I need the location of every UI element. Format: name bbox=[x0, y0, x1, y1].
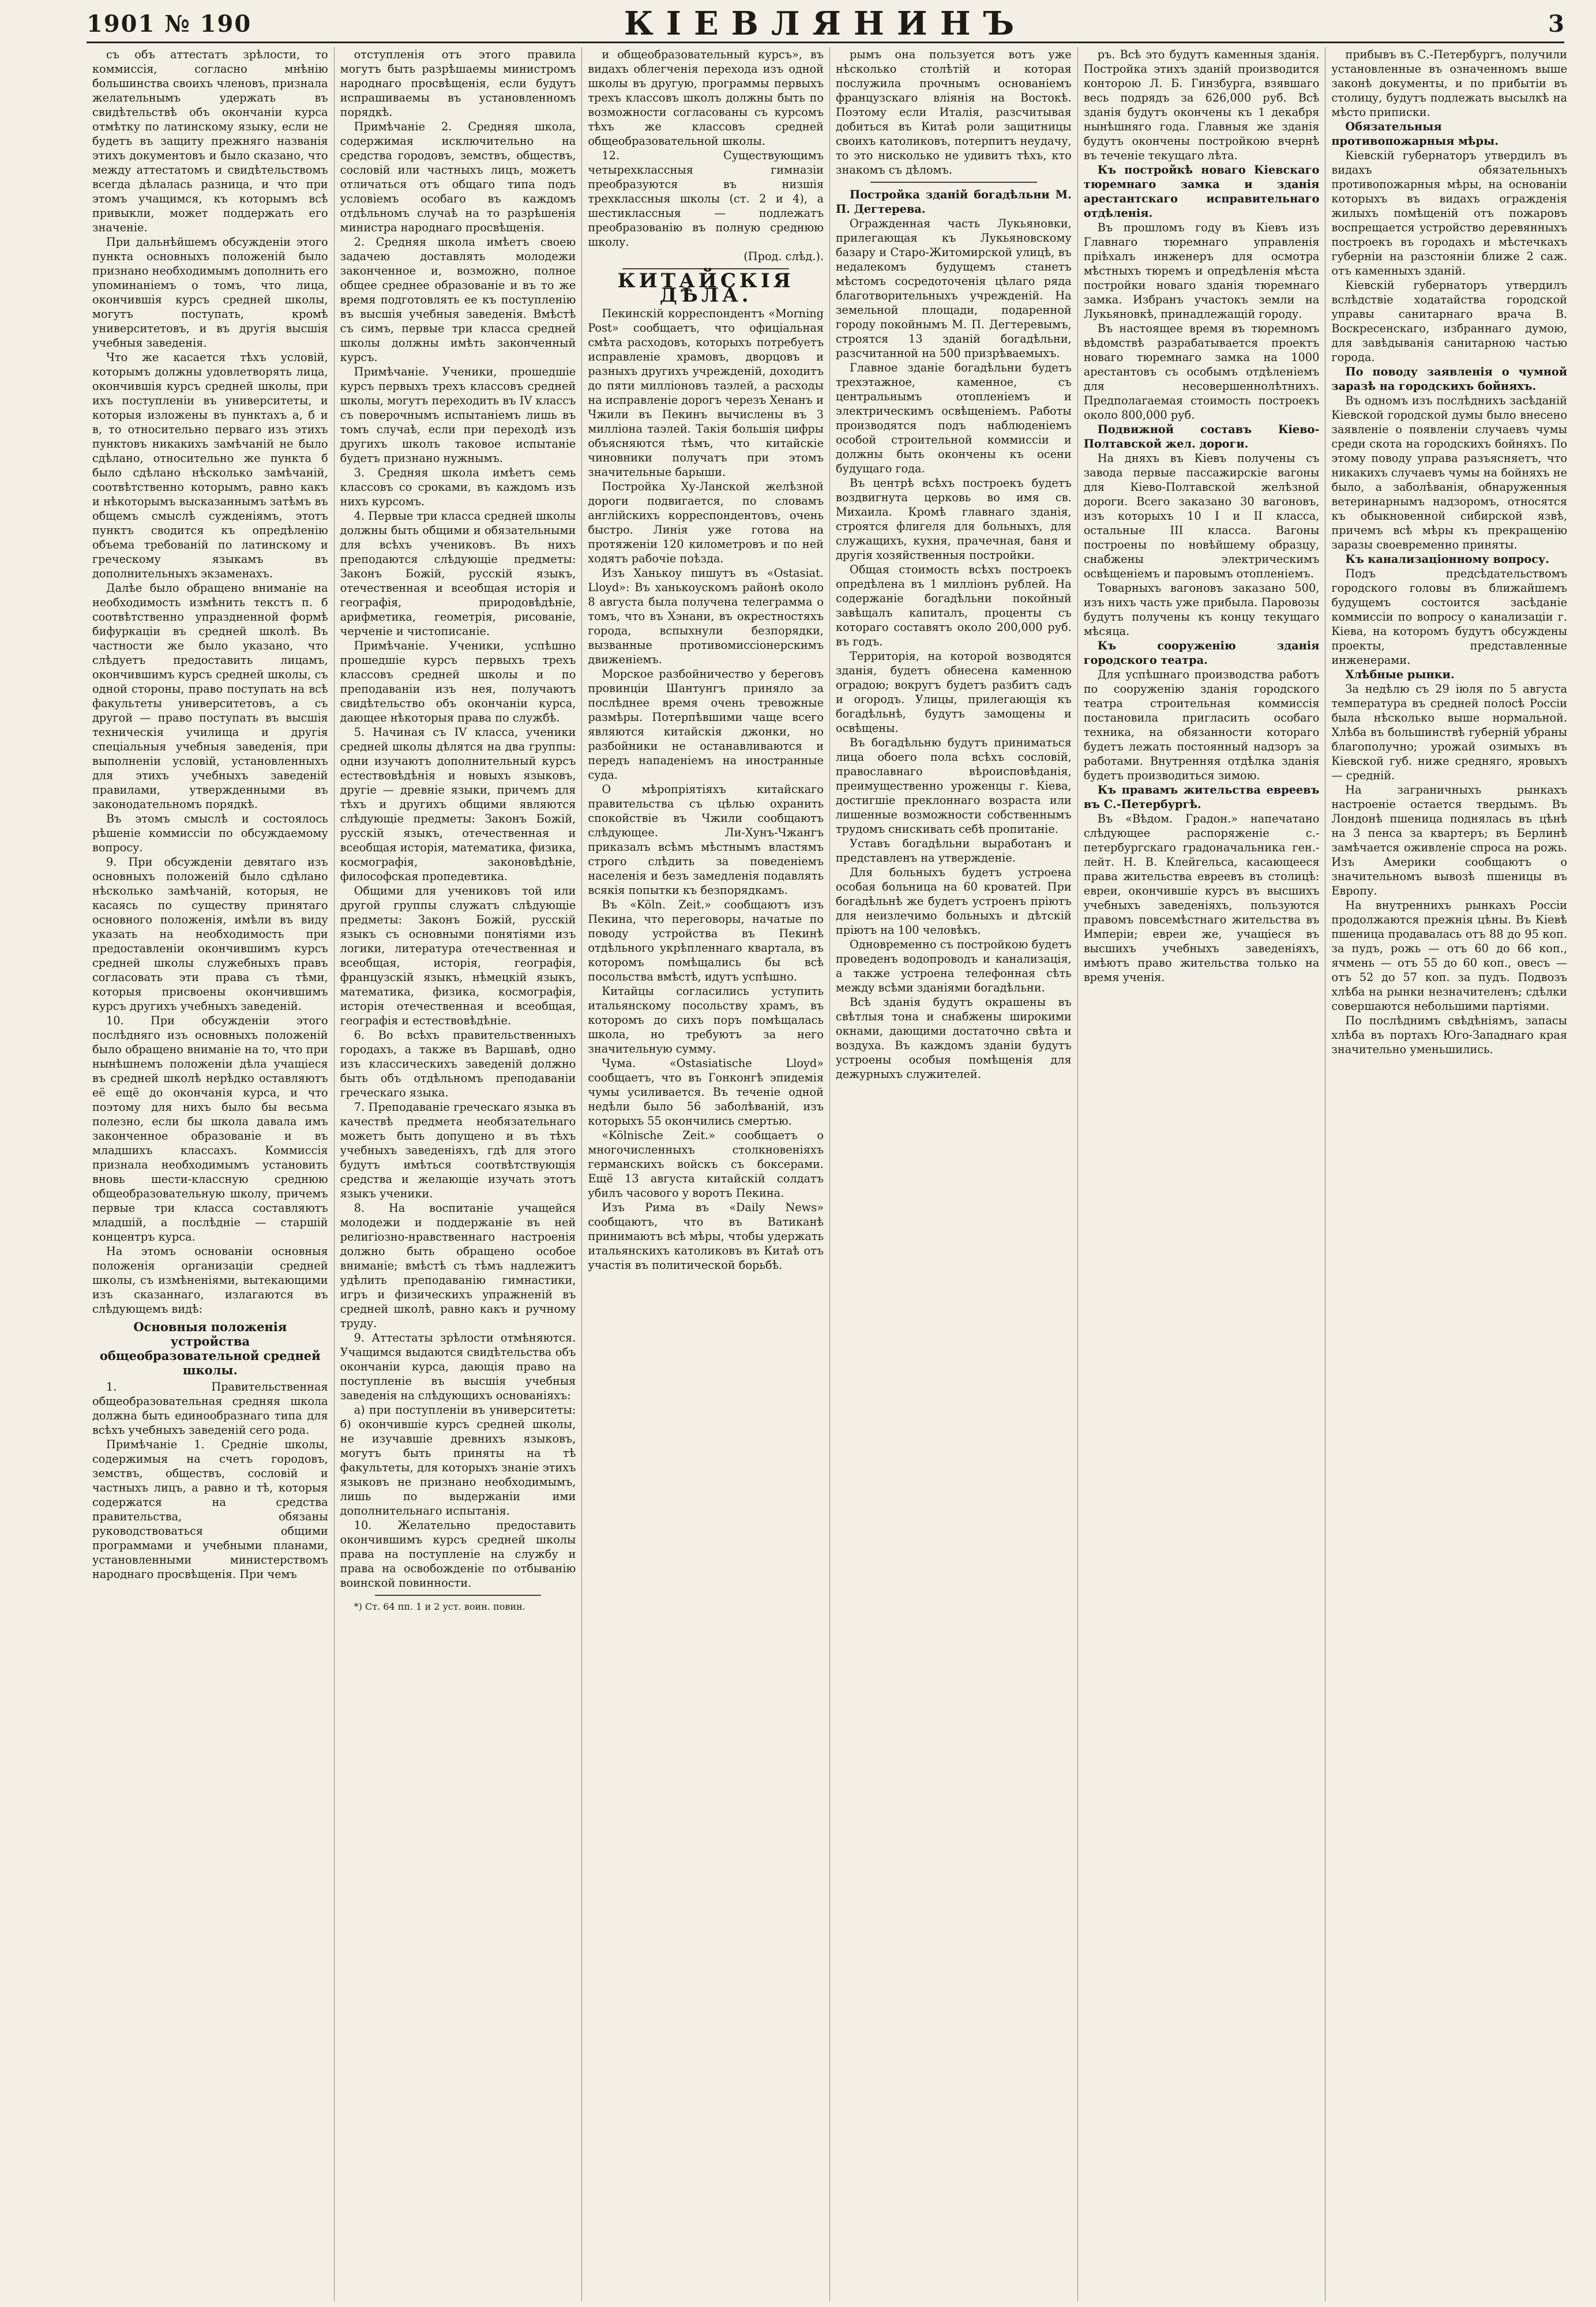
text-columns bbox=[87, 47, 1573, 2301]
paragraph: 9. При обсужденіи девятаго изъ основныхъ положеній было сдѣлано нѣсколько замѣчаній, которыя, не касаясь по существу принятаго основного положенія, имѣли въ виду указать на необходимость при предоставленіи окончившимъ курсъ средней школы служебныхъ правъ согласовать эти права съ тѣми, которыя присвоены окончившимъ курсъ другихъ учебныхъ заведеній. bbox=[92, 855, 328, 1013]
paragraph: Примѣчаніе 2. Средняя школа, содержимая исключительно на средства городовъ, земствъ, обществъ, сословій или частныхъ лицъ, можетъ отличаться отъ общаго типа подъ условіемъ особаго въ каждомъ отдѣльномъ случаѣ на то разрѣшенія министра народнаго просвѣщенія. bbox=[340, 120, 576, 234]
article-heading: Къ правамъ жительства евреевъ въ С.-Петербургѣ. bbox=[1083, 783, 1320, 811]
paragraph: 7. Преподаваніе греческаго языка въ качествѣ предмета необязательнаго можетъ быть допущено и въ тѣхъ учебныхъ заведеніяхъ, гдѣ для этого будутъ имѣться соотвѣтствующія средства и желающіе изучать этотъ языкъ ученики. bbox=[340, 1100, 576, 1200]
paragraph: Пекинскій корреспондентъ «Morning Post» сообщаетъ, что офиціальная смѣта расходовъ, которыхъ потребуетъ исправленіе храмовъ, дворцовъ и разныхъ другихъ учрежденій, доходитъ до пяти милліоновъ таэлей, а расходы на исправленіе дорогъ черезъ Хенанъ и Чжили въ Пекинъ вычислены въ 3 милліона таэлей. Такія большія цифры объясняются тѣмъ, что китайскіе чиновники получатъ при этомъ значительные барыши. bbox=[588, 307, 824, 479]
paragraph: Въ прошломъ году въ Кіевъ изъ Главнаго тюремнаго управленія пріѣхалъ инженеръ для осмотра мѣстныхъ тюремъ и опредѣленія мѣста постройки новаго зданія тюремнаго замка. Избранъ участокъ земли на Лукьяновкѣ, принадлежащій городу. bbox=[1083, 221, 1320, 321]
paragraph: 8. На воспитаніе учащейся молодежи и поддержаніе въ ней религіозно-нравственнаго настроенія должно быть обращено особое вниманіе; вмѣстѣ съ тѣмъ надлежитъ удѣлить преподаванію гимнастики, игръ и физическихъ упражненій въ средней школѣ, равно какъ и ручному труду. bbox=[340, 1201, 576, 1330]
paragraph: рымъ она пользуется вотъ уже нѣсколько столѣтій и которая послужила прочнымъ основаніемъ французскаго вліянія на Востокѣ. Поэтому если Италія, разсчитывая добиться въ Китаѣ роли защитницы своихъ католиковъ, потерпитъ неудачу, то это нисколько не удивитъ тѣхъ, кто знакомъ съ дѣломъ. bbox=[836, 48, 1072, 176]
paragraph: 12. Существующимъ четырехклассныя гимназіи преобразуются въ низшія трехклассныя школы (ст. 2 и 4), а шестиклассныя — подлежатъ преобразованію въ полную среднюю школу. bbox=[588, 149, 824, 249]
paragraph: Товарныхъ вагоновъ заказано 500, изъ нихъ часть уже прибыла. Паровозы будутъ получены къ концу текущаго мѣсяца. bbox=[1083, 581, 1320, 638]
paragraph: Примѣчаніе. Ученики, прошедшіе курсъ первыхъ трехъ классовъ средней школы, могутъ переходить въ IV классъ съ поверочнымъ испытаніемъ лишь въ томъ случаѣ, если при переходѣ изъ другихъ школъ таковое испытаніе будетъ признано нужнымъ. bbox=[340, 365, 576, 465]
paragraph: Постройка Ху-Ланской желѣзной дороги подвигается, по словамъ англійскихъ корреспондентовъ, очень быстро. Линія уже готова на протяженіи 120 километровъ и по ней ходятъ рабочіе поѣзда. bbox=[588, 480, 824, 565]
section-heading: Основныя положенія устройства общеобразовательной средней школы. bbox=[99, 1320, 321, 1377]
paragraph: Въ богадѣльню будутъ приниматься лица обоего пола всѣхъ сословій, православнаго вѣроисповѣданія, преимущественно уроженцы г. Кіева, достигшіе преклоннаго возраста или лишенные возможности собственнымъ трудомъ снискивать себѣ пропитаніе. bbox=[836, 736, 1072, 836]
divider bbox=[375, 1595, 542, 1596]
paragraph: Примѣчаніе. Ученики, успѣшно прошедшіе курсъ первыхъ трехъ классовъ средней школы и по преподаваніи изъ нея, получаютъ свидѣтельство объ окончаніи курса, дающее нѣкоторыя права по службѣ. bbox=[340, 639, 576, 724]
article-heading: Постройка зданій богадѣльни М. П. Дегтерева. bbox=[836, 188, 1072, 216]
paragraph: Примѣчаніе 1. Средніе школы, содержимыя на счетъ городовъ, земствъ, обществъ, сословій и частныхъ лицъ, а равно и тѣ, которыя содержатся на средства правительства, обязаны руководствоваться общими программами и учебными планами, установленными министерствомъ народнаго просвѣщенія. При чемъ bbox=[92, 1438, 328, 1581]
paragraph: Для больныхъ будетъ устроена особая больница на 60 кроватей. При богадѣльнѣ же будетъ устроенъ пріютъ для неизлечимо больныхъ и дѣтскій пріютъ на 100 человѣкъ. bbox=[836, 866, 1072, 937]
paragraph: «Kölnische Zeit.» сообщаетъ о многочисленныхъ столкновеніяхъ германскихъ войскъ съ боксерами. Ещё 13 августа китайскій солдатъ убилъ часового у воротъ Пекина. bbox=[588, 1129, 824, 1200]
paragraph: 4. Первые три класса средней школы должны быть общими и обязательными для всѣхъ учениковъ. Въ нихъ преподаются слѣдующіе предметы: Законъ Божій, русскій языкъ, отечественная и всеобщая исторія и географія, природовѣдѣніе, арифметика, геометрія, рисованіе, черченіе и чистописаніе. bbox=[340, 509, 576, 638]
paragraph: съ объ аттестатъ зрѣлости, то коммиссія, согласно мнѣнію большинства своихъ членовъ, признала желательнымъ удержать въ свидѣтельствѣ объ окончаніи курса отмѣтку по латинскому языку, если не будетъ въ защиту прежняго названія этихъ документовъ и было сказано, что между аттестатомъ и свидѣтельствомъ всегда дѣлалась разница, и что при этомъ учащимся, къ которымъ всѣ привыкли, может поддержать его значеніе. bbox=[92, 48, 328, 234]
issue-date-number: 1901 № 190 bbox=[87, 10, 252, 37]
paragraph: За недѣлю съ 29 іюля по 5 августа температура въ средней полосѣ Россіи была нѣсколько выше нормальной. Хлѣба въ большинствѣ губерній убраны благополучно; урожай озимыхъ въ Кіевской губ. ниже средняго, яровыхъ — средній. bbox=[1331, 682, 1568, 782]
paragraph: На дняхъ въ Кіевъ получены съ завода первые пассажирскіе вагоны для Кіево-Полтавской желѣзной дороги. Всего заказано 30 вагоновъ, изъ которыхъ 10 I и II класса, остальные III класса. Вагоны построены по новѣйшему образцу, снабжены электрическимъ освѣщеніемъ и паровымъ отопленіемъ. bbox=[1083, 452, 1320, 580]
paragraph: При дальнѣйшемъ обсужденіи этого пункта основныхъ положеній было признано необходимымъ дополнить его упоминаніемъ о томъ, что лица, окончившія курсъ средней школы, могутъ поступать, кромѣ университетовъ, и въ другія высшія учебныя заведенія. bbox=[92, 235, 328, 350]
paragraph: ръ. Всѣ это будутъ каменныя зданія. Постройка этихъ зданій производится конторою Л. Б. Гинзбурга, взявшаго весь подрядъ за 626,000 руб. Всѣ зданія будутъ окончены къ 1 декабря нынѣшняго года. Главныя же зданія будутъ окончены постройкою вчернѣ въ теченіе текущаго лѣта. bbox=[1083, 48, 1320, 162]
divider bbox=[870, 182, 1037, 183]
paragraph: и общеобразовательный курсъ», въ видахъ облегченія перехода изъ одной школы въ другую, программы первыхъ трехъ классовъ школъ должны быть по возможности согласованы съ курсомъ тѣхъ же классовъ средней общеобразовательной школы. bbox=[588, 48, 824, 148]
column-3 bbox=[582, 47, 830, 2301]
column-5 bbox=[1078, 47, 1326, 2301]
paragraph: Чума. «Ostasiatische Lloyd» сообщаетъ, что въ Гонконгѣ эпидемія чумы усиливается. Въ теченіе одной недѣли было 56 заболѣваній, изъ которыхъ 55 окончились смертью. bbox=[588, 1057, 824, 1128]
paragraph: Изъ Рима въ «Daily News» сообщаютъ, что въ Ватиканѣ принимаютъ всѣ мѣры, чтобы удержать итальянскихъ католиковъ въ Китаѣ отъ участія въ политической борьбѣ. bbox=[588, 1201, 824, 1272]
article-heading: Обязательныя противопожарныя мѣры. bbox=[1331, 120, 1499, 148]
article-heading: Къ сооруженію зданія городского театра. bbox=[1083, 639, 1320, 667]
paragraph: 3. Средняя школа имѣетъ семь классовъ со сроками, въ каждомъ изъ нихъ курсомъ. bbox=[340, 466, 576, 508]
paragraph: Для успѣшнаго производства работъ по сооруженію зданія городского театра строительная коммиссія постановила пригласить особаго техника, на обязанности котораго будетъ лежать постоянный надзоръ за работами. Внутренняя отдѣлка зданія будетъ производиться зимою. bbox=[1083, 668, 1320, 782]
paragraph: Китайцы согласились уступить итальянскому посольству храмъ, въ которомъ до сихъ поръ помѣщалась школа, но требуютъ за него значительную сумму. bbox=[588, 985, 824, 1055]
continued-note: (Прод. слѣд.). bbox=[743, 250, 824, 263]
footnote: *) Ст. 64 пп. 1 и 2 уст. воин. повин. bbox=[354, 1601, 525, 1612]
paragraph: Кіевскій губернаторъ утвердилъ въ видахъ обязательныхъ противопожарныя мѣры, на основаніи которыхъ въ видахъ огражденія жилыхъ помѣщеній отъ пожаровъ воспрещается устройство деревянныхъ построекъ въ городахъ и мѣстечкахъ губерніи на разстояніи ближе 2 саж. отъ каменныхъ зданій. bbox=[1331, 149, 1568, 277]
newspaper-title: КІЕВЛЯНИНЪ bbox=[624, 5, 1027, 43]
paragraph: Всѣ зданія будутъ окрашены въ свѣтлыя тона и снабжены широкими окнами, дающими достаточно свѣта и воздуха. Въ каждомъ зданіи будутъ устроены особыя помѣщенія для дежурныхъ служителей. bbox=[836, 995, 1072, 1081]
column-6 bbox=[1325, 47, 1573, 2301]
paragraph: По послѣднимъ свѣдѣніямъ, запасы хлѣба въ портахъ Юго-Западнаго края значительно уменьшились. bbox=[1331, 1014, 1568, 1056]
paragraph: Въ этомъ смыслѣ и состоялось рѣшеніе коммиссіи по обсуждаемому вопросу. bbox=[92, 812, 328, 854]
masthead bbox=[87, 6, 1564, 43]
column-1 bbox=[87, 47, 335, 2301]
paragraph: Въ одномъ изъ послѣднихъ засѣданій Кіевской городской думы было внесено заявленіе о появленіи случаевъ чумы среди скота на городскихъ бойняхъ. По этому поводу управа разъясняетъ, что никакихъ случаевъ чумы на бойняхъ не было, а заболѣванія, обнаруженныя ветеринарнымъ надзоромъ, относятся къ обыкновенной сибирской язвѣ, причемъ всѣ мѣры къ прекращенію заразы своевременно приняты. bbox=[1331, 394, 1568, 551]
paragraph: Подъ предсѣдательствомъ городского головы въ ближайшемъ будущемъ состоится засѣданіе коммиссіи по вопросу о канализаціи г. Кіева, на которомъ будутъ обсуждены проекты, представленные инженерами. bbox=[1331, 567, 1568, 667]
paragraph: Общая стоимость всѣхъ построекъ опредѣлена въ 1 милліонъ рублей. На содержаніе богадѣльни покойный завѣщалъ капиталъ, проценты съ котораго составятъ около 200,000 руб. въ годъ. bbox=[836, 563, 1072, 648]
paragraph: Огражденная часть Лукьяновки, прилегающая къ Лукьяновскому базару и Старо-Житомирской улицѣ, въ недалекомъ будущемъ станетъ мѣстомъ сосредоточенія цѣлаго ряда благотворительныхъ учрежденій. На земельной площади, подаренной городу покойнымъ М. П. Дегтеревымъ, строятся 13 зданій богадѣльни, разсчитанной на 500 призрѣваемыхъ. bbox=[836, 217, 1072, 360]
column-4 bbox=[830, 47, 1078, 2301]
paragraph: Въ центрѣ всѣхъ построекъ будетъ воздвигнута церковь во имя св. Михаила. Кромѣ главнаго зданія, строятся флигеля для больныхъ, для служащихъ, кухня, прачечная, баня и другія хозяйственныя постройки. bbox=[836, 476, 1072, 562]
paragraph: Далѣе было обращено вниманіе на необходимость измѣнить текстъ п. б соотвѣтственно упраздненной формѣ бифуркаціи въ средней школѣ. Въ частности же было указано, что слѣдуетъ предоставить лицамъ, окончившимъ курсъ средней школы, съ одной стороны, право поступать на всѣ факультеты университетовъ, а съ другой — право поступать въ высшія техническія училища и другія спеціальныя учебныя заведенія, при выполненіи условій, установленныхъ для этихъ учебныхъ заведеній правилами, утвержденными въ законодательномъ порядкѣ. bbox=[92, 581, 328, 811]
paragraph: 5. Начиная съ IV класса, ученики средней школы дѣлятся на два группы: одни изучаютъ дополнительный курсъ естествовѣдѣнія и новыхъ языковъ, другіе — древніе языки, причемъ для тѣхъ и другихъ общими являются слѣдующіе предметы: Законъ Божій, русскій языкъ, отечественная и всеобщая исторія, математика, физика, космографія, законовѣдѣніе, философская пропедевтика. bbox=[340, 726, 576, 883]
section-title-china: КИТАЙСКІЯ ДѢЛА. bbox=[617, 269, 794, 307]
paragraph: Главное зданіе богадѣльни будетъ трехэтажное, каменное, съ центральнымъ отопленіемъ и электрическимъ освѣщеніемъ. Работы производятся подъ наблюденіемъ особой строительной коммиссіи и должны быть окончены къ осени будущаго года. bbox=[836, 361, 1072, 475]
paragraph: 6. Во всѣхъ правительственныхъ городахъ, а также въ Варшавѣ, одно изъ классическихъ заведеній должно быть объ отдѣльномъ преподаваніи греческаго языка. bbox=[340, 1028, 576, 1099]
paragraph: отступленія отъ этого правила могутъ быть разрѣшаемы министромъ народнаго просвѣщенія, если будутъ испрашиваемы въ установленномъ порядкѣ. bbox=[340, 48, 576, 119]
paragraph: Территорія, на которой возводятся зданія, будетъ обнесена каменною оградою; вокругъ будетъ разбитъ садъ и огородъ. Улицы, прилегающія къ богадѣльнѣ, будутъ замощены и освѣщены. bbox=[836, 649, 1072, 735]
paragraph: Общими для учениковъ той или другой группы служатъ слѣдующіе предметы: Законъ Божій, русскій языкъ съ основными понятіями изъ логики, литература отечественная и всеобщая, исторія, географія, французскій языкъ, нѣмецкій языкъ, математика, физика, космографія, исторія отечественная и всеобщая, географія и естествовѣдѣніе. bbox=[340, 884, 576, 1027]
paragraph: Изъ Ханькоу пишутъ въ «Ostasiat. Lloyd»: Въ ханькоускомъ районѣ около 8 августа была получена телеграмма о томъ, что въ Хэнани, въ окрестностяхъ города, вспыхнули безпорядки, вызванные противомиссіонерскимъ движеніемъ. bbox=[588, 566, 824, 666]
paragraph: Морское разбойничество у береговъ провинціи Шантунгъ приняло за послѣднее время очень тревожные размѣры. Потерпѣвшими чаще всего являются китайскія джонки, но разбойники не останавливаются и передъ нападеніемъ на иностранные суда. bbox=[588, 667, 824, 781]
article-heading: Хлѣбные рынки. bbox=[1345, 668, 1455, 681]
paragraph: 10. Желательно предоставить окончившимъ курсъ средней школы права на поступленіе на службу и права на освобожденіе по отбыванію воинской повинности. bbox=[340, 1519, 576, 1590]
paragraph: 1. Правительственная общеобразовательная средняя школа должна быть единообразнаго типа для всѣхъ учебныхъ заведеній сего рода. bbox=[92, 1380, 328, 1437]
paragraph: Уставъ богадѣльни выработанъ и представленъ на утвержденіе. bbox=[836, 837, 1072, 865]
page-number: 3 bbox=[1548, 10, 1564, 37]
article-heading: Къ постройкѣ новаго Кіевскаго тюремнаго замка и зданія арестантскаго исправительнаго отдѣленія. bbox=[1083, 163, 1320, 220]
paragraph: На этомъ основаніи основныя положенія организаціи средней школы, съ измѣненіями, вытекающими изъ сказаннаго, излагаются въ слѣдующемъ видѣ: bbox=[92, 1245, 328, 1316]
article-heading: Подвижной составъ Кіево-Полтавской жел. дороги. bbox=[1083, 423, 1320, 450]
paragraph: На заграничныхъ рынкахъ настроеніе остается твердымъ. Въ Лондонѣ пшеница поднялась въ цѣнѣ на 3 пенса за квартеръ; въ Берлинѣ замѣчается оживленіе спроса на рожь. Изъ Америки сообщаютъ о значительномъ вывозѣ пшеницы въ Европу. bbox=[1331, 783, 1568, 897]
paragraph: а) при поступленіи въ университеты: б) окончившіе курсъ средней школы, не изучавшіе древнихъ языковъ, могутъ быть приняты на тѣ факультеты, для которыхъ знаніе этихъ языковъ не признано необходимымъ, лишь по выдержаніи ими дополнительнаго испытанія. bbox=[340, 1403, 576, 1517]
paragraph: 10. При обсужденіи этого послѣдняго изъ основныхъ положеній было обращено вниманіе на то, что при нынѣшнемъ положеніи дѣла учащіеся въ средней школѣ нерѣдко оставляютъ её ещё до окончанія курса, и что поэтому для нихъ было бы весьма полезно, если бы школа давала имъ законченное образованіе и въ младшихъ классахъ. Коммиссія признала необходимымъ установить вновь шести-классную среднюю общеобразовательную школу, причемъ первые три класса составляютъ младшій, а послѣдніе — старшій концентръ курса. bbox=[92, 1014, 328, 1243]
paragraph: Въ настоящее время въ тюремномъ вѣдомствѣ разрабатывается проектъ новаго тюремнаго замка на 1000 арестантовъ съ особымъ отдѣленіемъ для несовершеннолѣтнихъ. Предполагаемая стоимость построекъ около 800,000 руб. bbox=[1083, 322, 1320, 422]
paragraph: прибывъ въ С.-Петербургъ, получили установленные въ означенномъ выше законѣ документы, и по прибытіи въ столицу, будутъ подлежать высылкѣ на мѣсто приписки. bbox=[1331, 48, 1568, 119]
paragraph: Кіевскій губернаторъ утвердилъ вслѣдствіе ходатайства городской управы санитарнаго врача В. Воскресенскаго, избраннаго думою, для завѣдыванія санитарною частью города. bbox=[1331, 279, 1568, 364]
article-heading: По поводу заявленія о чумной заразѣ на городскихъ бойняхъ. bbox=[1331, 365, 1568, 393]
paragraph: Что же касается тѣхъ условій, которымъ должны удовлетворять лица, окончившія курсъ средней школы, при ихъ поступленіи въ университеты, и которыя изложены въ пунктахъ а, б и в, то относительно перваго изъ этихъ пунктовъ никакихъ замѣчаній не было сдѣлано, относительно же пункта б было сдѣлано нѣсколько замѣчаній, соотвѣтственно которымъ, равно какъ и нѣкоторымъ высказаннымъ затѣмъ въ общемъ смыслѣ сужденіямъ, этотъ пунктъ сводится къ опредѣленію объема требованій по латинскому и греческому языкамъ въ дополнительныхъ экзаменахъ. bbox=[92, 351, 328, 580]
paragraph: Въ «Köln. Zeit.» сообщаютъ изъ Пекина, что переговоры, начатые по поводу устройства въ Пекинѣ отдѣльного укрѣпленнаго квартала, въ которомъ помѣщались бы всѣ посольства вмѣстѣ, идутъ успѣшно. bbox=[588, 898, 824, 983]
paragraph: 9. Аттестаты зрѣлости отмѣняются. Учащимся выдаются свидѣтельства объ окончаніи курса, дающія право на поступленіе въ высшія учебныя заведенія на слѣдующихъ основаніяхъ: bbox=[340, 1331, 576, 1402]
column-2 bbox=[335, 47, 583, 2301]
paragraph: Одновременно съ постройкою будетъ проведенъ водопроводъ и канализація, а также устроена телефонная сѣть между всѣми зданіями богадѣльни. bbox=[836, 938, 1072, 994]
paragraph: Въ «Вѣдом. Градон.» напечатано слѣдующее распоряженіе с.-петербургскаго градоначальника ген.-лейт. Н. В. Клейгельса, касающееся права жительства евреевъ въ столицѣ: евреи, окончившіе курсъ въ высшихъ учебныхъ заведеніяхъ, пользуются правомъ повсемѣстнаго жительства въ Имперіи; евреи же, учащіеся въ высшихъ учебныхъ заведеніяхъ, имѣютъ право жительства только на время ученія. bbox=[1083, 812, 1320, 984]
paragraph: На внутреннихъ рынкахъ Россіи продолжаются прежнія цѣны. Въ Кіевѣ пшеница продавалась отъ 88 до 95 коп. за пудъ, рожь — отъ 60 до 66 коп., ячмень — отъ 55 до 60 коп., овесъ — отъ 52 до 57 коп. за пудъ. Подвозъ хлѣба на рынки незначителенъ; сдѣлки совершаются небольшими партіями. bbox=[1331, 899, 1568, 1013]
article-heading: Къ канализаціонному вопросу. bbox=[1345, 553, 1549, 566]
paragraph: О мѣропріятіяхъ китайскаго правительства съ цѣлью охранить спокойствіе въ Чжили сообщаютъ слѣдующее. Ли-Хунъ-Чжангъ приказалъ всѣмъ мѣстнымъ властямъ строго слѣдить за поведеніемъ населенія и безъ замедленія подавлять всякія попытки къ безпорядкамъ. bbox=[588, 783, 824, 897]
paragraph: 2. Средняя школа имѣетъ своею задачею доставлять молодежи законченное и, возможно, полное общее среднее образованіе и въ то же время подготовлять ее къ поступленію въ высшія учебныя заведенія. Вмѣстѣ съ симъ, первые три класса средней школы должны имѣть законченный курсъ. bbox=[340, 235, 576, 364]
